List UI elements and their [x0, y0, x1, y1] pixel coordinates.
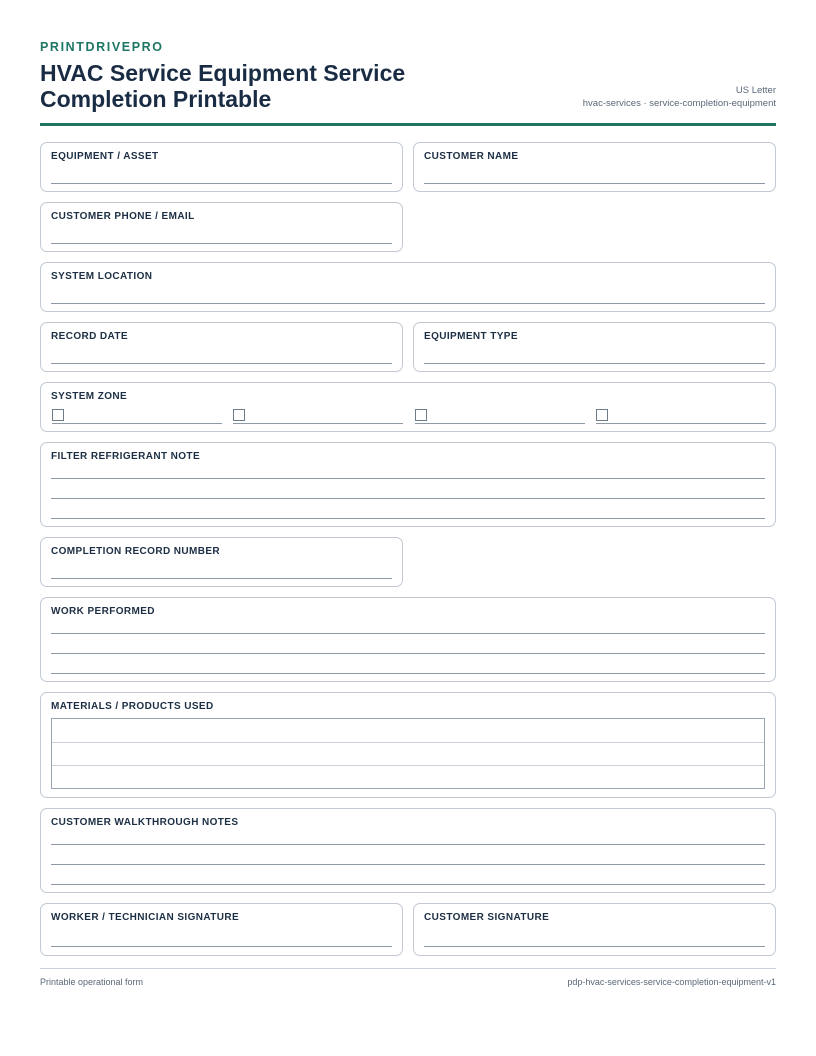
write-line[interactable]	[51, 673, 765, 674]
field-label: WORKER / TECHNICIAN SIGNATURE	[51, 912, 240, 923]
field-label: WORK PERFORMED	[51, 606, 155, 617]
checkbox[interactable]	[52, 409, 64, 421]
write-line[interactable]	[51, 183, 392, 184]
form-path: hvac-services · service-completion-equipment	[582, 98, 776, 109]
write-line[interactable]	[51, 498, 765, 499]
customer-signature-field[interactable]	[413, 903, 776, 956]
option-line	[415, 423, 585, 424]
customer-walkthrough-notes-field[interactable]	[40, 808, 776, 893]
write-line[interactable]	[51, 243, 392, 244]
filter-refrigerant-note-field[interactable]	[40, 442, 776, 527]
field-label: SYSTEM LOCATION	[51, 271, 153, 282]
field-label: FILTER REFRIGERANT NOTE	[51, 451, 201, 462]
field-label: RECORD DATE	[51, 331, 128, 342]
customer-name-field[interactable]	[413, 142, 776, 192]
work-performed-field[interactable]	[40, 597, 776, 682]
form-header	[40, 0, 776, 126]
option-line	[596, 423, 766, 424]
field-label: CUSTOMER WALKTHROUGH NOTES	[51, 817, 239, 828]
write-line[interactable]	[51, 884, 765, 885]
write-line[interactable]	[424, 183, 765, 184]
equipment-asset-field[interactable]	[40, 142, 403, 192]
footer-note: Printable operational form	[40, 977, 144, 987]
checkbox[interactable]	[596, 409, 608, 421]
record-date-field[interactable]	[40, 322, 403, 372]
worker-signature-field[interactable]	[40, 903, 403, 956]
write-line[interactable]	[51, 844, 765, 845]
zone-option-3[interactable]	[415, 409, 585, 423]
field-label: CUSTOMER PHONE / EMAIL	[51, 211, 195, 222]
system-zone-field	[40, 382, 776, 432]
field-label: SYSTEM ZONE	[51, 391, 128, 402]
form-meta	[583, 84, 776, 110]
table-row[interactable]	[52, 765, 764, 766]
field-label: CUSTOMER NAME	[424, 151, 519, 162]
write-line[interactable]	[51, 363, 392, 364]
field-label: MATERIALS / PRODUCTS USED	[51, 701, 214, 712]
form-page	[40, 0, 776, 987]
zone-option-1[interactable]	[52, 409, 222, 423]
equipment-type-field[interactable]	[413, 322, 776, 372]
field-label: EQUIPMENT TYPE	[424, 331, 518, 342]
checkbox[interactable]	[415, 409, 427, 421]
write-line[interactable]	[51, 518, 765, 519]
field-label: COMPLETION RECORD NUMBER	[51, 546, 221, 557]
field-label: CUSTOMER SIGNATURE	[424, 912, 550, 923]
write-line[interactable]	[51, 303, 765, 304]
page-title: HVAC Service Equipment Service Completion Printable	[40, 60, 406, 112]
form-id: pdp-hvac-services-service-completion-equipment-v1	[567, 977, 776, 987]
materials-products-used-field	[40, 692, 776, 798]
write-line[interactable]	[51, 478, 765, 479]
write-line[interactable]	[51, 633, 765, 634]
signature-line[interactable]	[51, 946, 392, 947]
completion-record-number-field[interactable]	[40, 537, 403, 587]
paper-size: US Letter	[735, 85, 776, 96]
write-line[interactable]	[51, 578, 392, 579]
system-location-field[interactable]	[40, 262, 776, 312]
option-line	[52, 423, 222, 424]
write-line[interactable]	[51, 653, 765, 654]
signature-line[interactable]	[424, 946, 765, 947]
materials-table	[51, 718, 765, 789]
brand-name: PRINTDRIVEPRO	[40, 40, 164, 54]
field-label: EQUIPMENT / ASSET	[51, 151, 159, 162]
checkbox[interactable]	[233, 409, 245, 421]
write-line[interactable]	[51, 864, 765, 865]
zone-option-4[interactable]	[596, 409, 766, 423]
page-footer	[40, 968, 776, 987]
write-line[interactable]	[424, 363, 765, 364]
customer-phone-email-field[interactable]	[40, 202, 403, 252]
table-row[interactable]	[52, 742, 764, 743]
option-line	[233, 423, 403, 424]
zone-option-2[interactable]	[233, 409, 403, 423]
